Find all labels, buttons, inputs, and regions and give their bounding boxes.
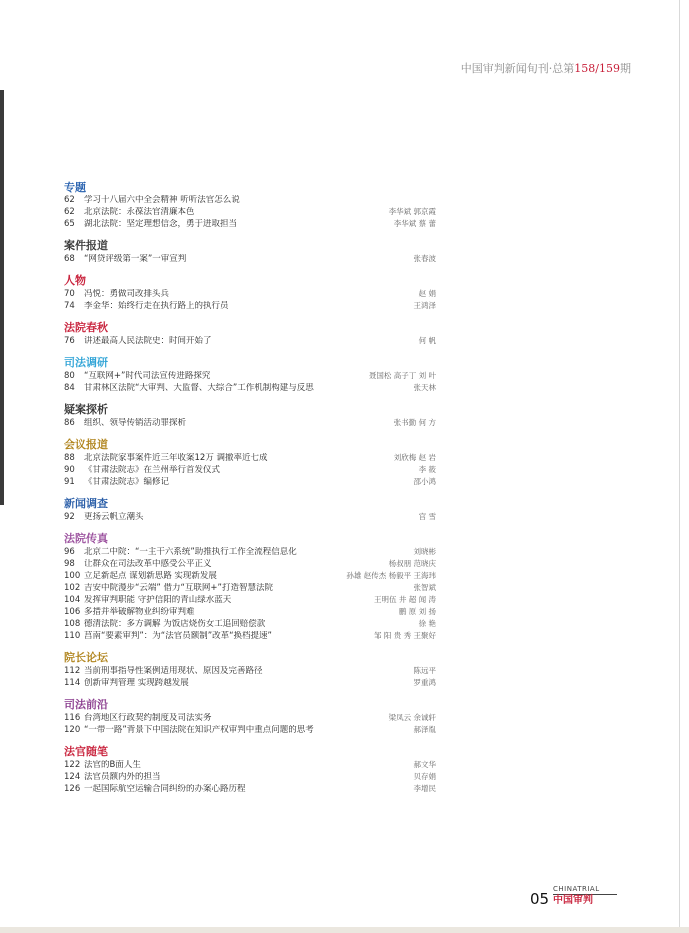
toc-entry[interactable]: [64, 582, 436, 594]
entry-title: 发挥审判职能 守护信阳的青山绿水蓝天: [84, 595, 232, 605]
toc-entry[interactable]: [64, 300, 436, 312]
entry-title: 让群众在司法改革中感受公平正义: [84, 559, 212, 569]
entry-author: 张智斌: [413, 583, 436, 592]
entry-author: 贝存娟: [413, 772, 436, 781]
entry-author: 徐 艳: [418, 619, 436, 628]
entry-page-number: 104: [64, 595, 81, 605]
entry-title: 《甘肃法院志》编修记: [84, 477, 170, 487]
entry-title: 德清法院：多方调解 为饭店烧伤女工追回赔偿款: [84, 619, 266, 629]
brand-logo: [553, 885, 617, 907]
entry-page-number: 126: [64, 784, 81, 794]
toc-entry[interactable]: [64, 452, 436, 464]
toc-entry[interactable]: [64, 546, 436, 558]
toc-section: [64, 403, 436, 429]
toc-section: [64, 356, 436, 394]
entry-title: 台湾地区行政契约制度及司法实务: [84, 713, 212, 723]
toc-section: [64, 181, 436, 230]
entry-author: 陈远平: [413, 666, 436, 675]
toc-section: [64, 651, 436, 689]
entry-page-number: 120: [64, 725, 81, 735]
entry-title: 更扬云帆立潮头: [84, 512, 144, 522]
entry-page-number: 110: [64, 631, 81, 641]
entry-author: 孙雄 赵传杰 杨毅平 王海玮: [346, 571, 436, 580]
entry-author: 张书勤 何 方: [393, 418, 436, 427]
entry-author: 张天林: [413, 383, 436, 392]
toc-entry[interactable]: [64, 594, 436, 606]
entry-page-number: 106: [64, 607, 81, 617]
entry-title: “网贷评级第一案”一审宣判: [84, 254, 187, 264]
entry-author: 宫 雪: [418, 512, 436, 521]
entry-page-number: 62: [64, 207, 75, 217]
toc-entry[interactable]: [64, 712, 436, 724]
entry-title: 北京法院：永葆法官清廉本色: [84, 207, 195, 217]
toc-entry[interactable]: [64, 218, 436, 230]
toc-entry[interactable]: [64, 288, 436, 300]
entry-page-number: 86: [64, 418, 75, 428]
entry-page-number: 88: [64, 453, 75, 463]
entry-title: 北京二中院：“一主干六系统”助推执行工作全流程信息化: [84, 547, 297, 557]
entry-author: 罗重鸿: [413, 678, 436, 687]
spine-bar: [0, 90, 4, 505]
entry-page-number: 90: [64, 465, 75, 475]
entry-author: 郝文华: [413, 760, 436, 769]
masthead: [461, 60, 631, 76]
toc-section: [64, 321, 436, 347]
entry-page-number: 112: [64, 666, 81, 676]
entry-author: 王明伍 井 超 闻 涛: [373, 595, 436, 604]
toc-entry[interactable]: [64, 618, 436, 630]
entry-title: 李金华：始终行走在执行路上的执行员: [84, 301, 229, 311]
entry-title: 学习十八届六中全会精神 听听法官怎么说: [84, 195, 240, 205]
entry-page-number: 76: [64, 336, 75, 346]
entry-page-number: 116: [64, 713, 81, 723]
toc-entry[interactable]: [64, 253, 436, 265]
toc-section: [64, 438, 436, 488]
entry-page-number: 100: [64, 571, 81, 581]
entry-title: 创新审判管理 实现跨越发展: [84, 678, 189, 688]
entry-author: 杨叔朋 范晓庆: [388, 559, 436, 568]
entry-title: 冯悦：勇做司改排头兵: [84, 289, 170, 299]
toc-section: [64, 274, 436, 312]
entry-author: 李增民: [413, 784, 436, 793]
toc-entry[interactable]: [64, 464, 436, 476]
entry-title: 多措并举破解物业纠纷审判难: [84, 607, 195, 617]
toc-entry[interactable]: [64, 382, 436, 394]
entry-title: 法官的B面人生: [84, 760, 141, 770]
entry-title: 组织、领导传销活动罪探析: [84, 418, 187, 428]
entry-title: 北京法院家事案件近三年收案12万 调撤率近七成: [84, 453, 268, 463]
toc-section: [64, 497, 436, 523]
section-title: 专题: [64, 181, 86, 194]
section-title: 院长论坛: [64, 651, 108, 664]
entry-page-number: 84: [64, 383, 75, 393]
toc-entry[interactable]: [64, 335, 436, 347]
section-title: 司法前沿: [64, 698, 108, 711]
section-title: 法院传真: [64, 532, 108, 545]
entry-author: 张春波: [413, 254, 436, 263]
entry-title: 一起国际航空运输合同纠纷的办案心路历程: [84, 784, 246, 794]
entry-page-number: 80: [64, 371, 75, 381]
toc-entry[interactable]: [64, 570, 436, 582]
entry-author: 聂国松 高子丁 刘 叶: [368, 371, 436, 380]
toc-entry[interactable]: [64, 630, 436, 642]
toc-section: [64, 532, 436, 642]
entry-author: 李华斌 郭京霞: [388, 207, 436, 216]
toc-entry[interactable]: [64, 665, 436, 677]
entry-page-number: 96: [64, 547, 75, 557]
entry-author: 赵 娟: [418, 289, 436, 298]
entry-page-number: 108: [64, 619, 81, 629]
toc-entry[interactable]: [64, 206, 436, 218]
toc-entry[interactable]: [64, 783, 436, 795]
entry-title: “一带一路”背景下中国法院在知识产权审判中重点问题的思考: [84, 725, 314, 735]
entry-page-number: 68: [64, 254, 75, 264]
section-title: 案件报道: [64, 239, 108, 252]
toc-entry[interactable]: [64, 759, 436, 771]
entry-title: 法官员额内外的担当: [84, 772, 161, 782]
entry-author: 鹏 原 刘 扬: [398, 607, 436, 616]
section-title: 法院春秋: [64, 321, 108, 334]
toc-entry[interactable]: [64, 771, 436, 783]
brand-logo-cn: 中国审判: [553, 895, 593, 906]
page-edge-rule: [679, 0, 680, 933]
entry-title: 讲述最高人民法院史：时间开始了: [84, 336, 212, 346]
entry-author: 刘晓彬: [413, 547, 436, 556]
toc-entry[interactable]: [64, 476, 436, 488]
table-of-contents: [64, 181, 436, 804]
entry-page-number: 114: [64, 678, 81, 688]
entry-page-number: 91: [64, 477, 75, 487]
entry-page-number: 62: [64, 195, 75, 205]
entry-title: 当前刑事指导性案例适用现状、原因及完善路径: [84, 666, 263, 676]
entry-author: 邹 阳 贵 秀 王聚好: [373, 631, 436, 640]
entry-author: 李 筱: [418, 465, 436, 474]
toc-entry[interactable]: [64, 195, 436, 206]
toc-section: [64, 239, 436, 265]
masthead-prefix: 中国审判新闻旬刊·总第: [460, 62, 575, 75]
toc-section: [64, 698, 436, 736]
entry-page-number: 122: [64, 760, 81, 770]
toc-entry[interactable]: [64, 606, 436, 618]
toc-entry[interactable]: [64, 417, 436, 429]
toc-entry[interactable]: [64, 677, 436, 689]
entry-title: “互联网+”时代司法宣传进路探究: [84, 371, 211, 381]
masthead-suffix: 期: [620, 62, 631, 75]
entry-page-number: 92: [64, 512, 75, 522]
entry-title: 《甘肃法院志》在兰州举行首发仪式: [84, 465, 221, 475]
entry-author: 刘欣梅 赵 岩: [393, 453, 436, 462]
section-title: 新闻调查: [64, 497, 108, 510]
brand-logo-en: CHINATRIAL: [553, 885, 617, 895]
section-title: 司法调研: [64, 356, 108, 369]
entry-author: 何 帆: [418, 336, 436, 345]
entry-title: 吉安中院漫步“云端” 借力“互联网+”打造智慧法院: [84, 583, 273, 593]
entry-author: 郝泽胤: [413, 725, 436, 734]
entry-page-number: 98: [64, 559, 75, 569]
toc-entry[interactable]: [64, 724, 436, 736]
entry-page-number: 70: [64, 289, 75, 299]
entry-author: 梁凤云 余诚轩: [388, 713, 436, 722]
entry-author: 王鸿泽: [413, 301, 436, 310]
section-title: 疑案探析: [64, 403, 108, 416]
entry-title: 莒南“要素审判”：为“法官员额制”改革“换档提速”: [84, 631, 272, 641]
entry-author: 李华斌 蔡 蕾: [393, 219, 436, 228]
bottom-strip: [0, 927, 689, 933]
masthead-issue: 158/159: [574, 62, 620, 75]
page-number: 05: [530, 890, 550, 908]
toc-section: [64, 745, 436, 795]
toc-entry[interactable]: [64, 558, 436, 570]
entry-page-number: 65: [64, 219, 75, 229]
section-title: 会议报道: [64, 438, 108, 451]
entry-page-number: 102: [64, 583, 81, 593]
section-title: 人物: [64, 274, 86, 287]
toc-entry[interactable]: [64, 370, 436, 382]
entry-page-number: 124: [64, 772, 81, 782]
entry-title: 立足新起点 谋划新思路 实现新发展: [84, 571, 217, 581]
toc-entry[interactable]: [64, 511, 436, 523]
entry-author: 邵小鸿: [413, 477, 436, 486]
entry-page-number: 74: [64, 301, 75, 311]
entry-title: 甘肃林区法院“大审判、大监督、大综合”工作机制构建与反思: [84, 383, 314, 393]
entry-title: 湖北法院：坚定理想信念，勇于进取担当: [84, 219, 238, 229]
section-title: 法官随笔: [64, 745, 108, 758]
